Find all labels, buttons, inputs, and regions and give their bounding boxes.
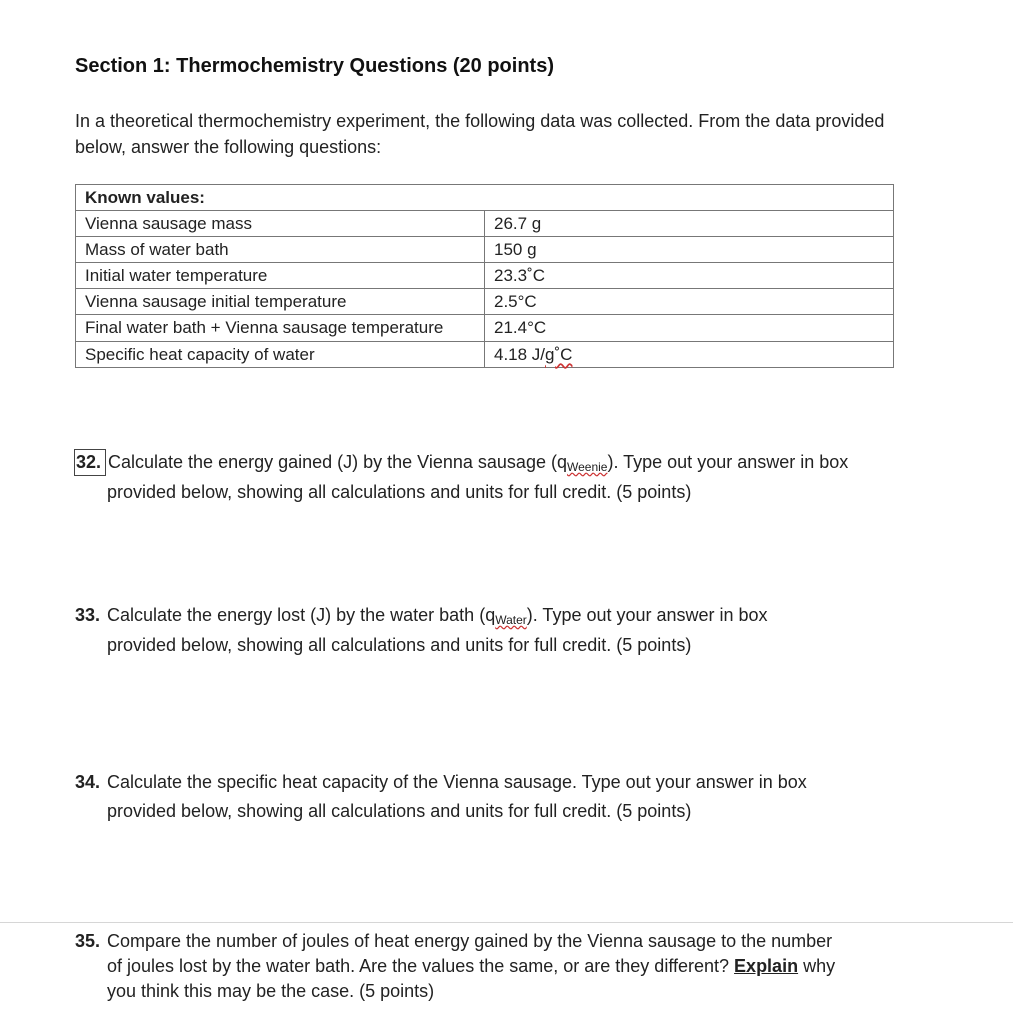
value-main: 4.18 J/ [494, 345, 546, 364]
row-label: Mass of water bath [76, 237, 485, 263]
q-subscript: Water [495, 613, 527, 627]
section-title: Section 1: Thermochemistry Questions (20 points) [75, 55, 554, 77]
row-value: 150 g [485, 237, 894, 263]
q-symbol: q [556, 452, 567, 472]
question-text: of joules lost by the water bath. Are the values the same, or are they different? [107, 956, 730, 976]
question-text: provided below, showing all calculations and units for full credit. (5 points) [107, 482, 692, 502]
question-number: 35. [75, 931, 101, 951]
question-35 [75, 929, 905, 1004]
row-label: Vienna sausage mass [76, 211, 485, 237]
row-value: 2.5°C [485, 289, 894, 315]
question-text: Compare the number of joules of heat energy gained by the Vienna sausage to the number [107, 931, 833, 951]
row-value: 23.3˚C [485, 263, 894, 289]
question-32 [75, 449, 905, 505]
row-label: Specific heat capacity of water [76, 342, 485, 368]
q-subscript: Weenie [566, 460, 608, 474]
question-text: Calculate the energy gained (J) by the Vienna sausage ( [108, 452, 557, 472]
divider [0, 922, 1013, 923]
row-label: Final water bath + Vienna sausage temperature [76, 315, 485, 342]
emphasis-explain: Explain [734, 956, 799, 976]
question-number: 34. [75, 772, 101, 792]
row-label: Initial water temperature [76, 263, 485, 289]
question-text: you think this may be the case. (5 points) [107, 981, 435, 1001]
table-row [76, 289, 894, 315]
table-row [76, 211, 894, 237]
row-label: Vienna sausage initial temperature [76, 289, 485, 315]
row-value: 26.7 g [485, 211, 894, 237]
question-text: provided below, showing all calculations and units for full credit. (5 points) [107, 635, 692, 655]
question-34 [75, 768, 905, 826]
row-value [485, 342, 894, 368]
question-text: Calculate the specific heat capacity of the Vienna sausage. Type out your answer in box [107, 772, 807, 792]
table-row [76, 315, 894, 342]
table-row [76, 237, 894, 263]
table-row [76, 342, 894, 368]
question-33 [75, 603, 905, 658]
question-number: 33. [75, 605, 101, 625]
question-text: ). Type out your answer in box [526, 605, 768, 625]
q-symbol: q [485, 605, 496, 625]
table-header-row [76, 185, 894, 211]
value-unit: g˚C [545, 345, 573, 364]
intro-paragraph: In a theoretical thermochemistry experiment, the following data was collected. From the data provided below, answer the following questions: [75, 111, 885, 157]
question-text: ). Type out your answer in box [607, 452, 849, 472]
question-number: 32. [74, 449, 106, 476]
question-text: Calculate the energy lost (J) by the water bath ( [107, 605, 486, 625]
question-text: why [803, 956, 836, 976]
table-row [76, 263, 894, 289]
question-text: provided below, showing all calculations and units for full credit. (5 points) [107, 801, 692, 821]
known-values-table [75, 184, 894, 368]
row-value: 21.4°C [485, 315, 894, 342]
table-header: Known values: [76, 185, 894, 211]
